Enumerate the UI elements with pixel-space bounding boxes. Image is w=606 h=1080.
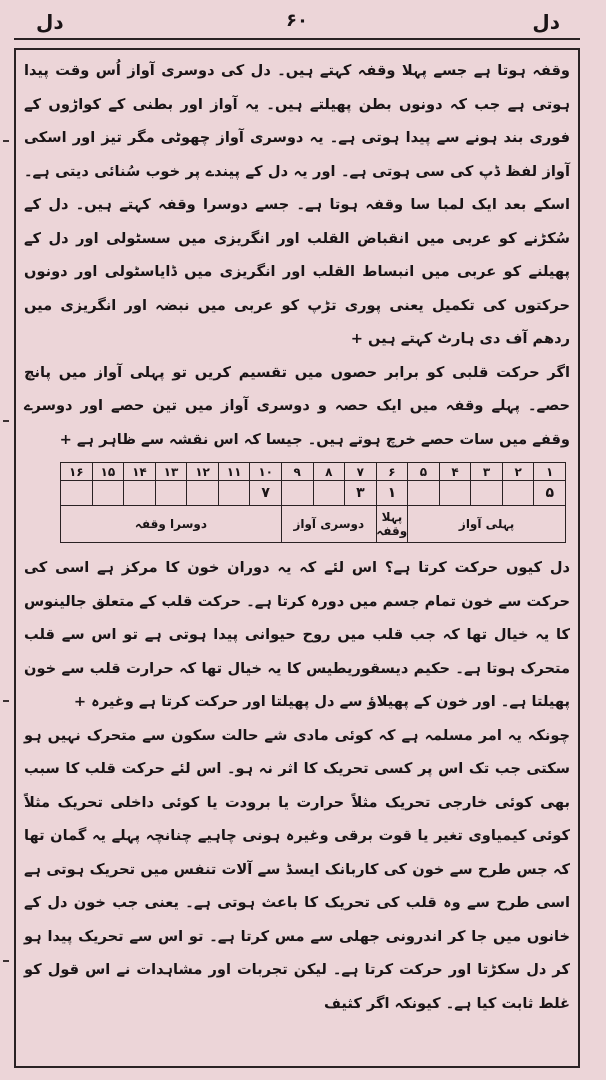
value-cell: [471, 481, 503, 506]
column-number: ۱۰: [250, 463, 282, 481]
column-number: ۴: [439, 463, 471, 481]
value-cell: [408, 481, 440, 506]
text-block-top: [24, 54, 570, 456]
phase-label: پہلی آواز: [408, 506, 566, 543]
page-header: [14, 6, 580, 42]
heartbeat-diagram: [60, 462, 566, 543]
text-block-bottom: [24, 551, 570, 1020]
column-number: ۱۵: [92, 463, 124, 481]
paragraph: دل کیوں حرکت کرتا ہے؟ اس لئے کہ یہ دوران خون کا مرکز ہے اسی کی حرکت سے خون تمام جسم میں دورہ کرتا ہے۔ حرکت قلب کے متعلق جالینوس کا یہ خیال تھا کہ جب قلب میں روح حیوانی پیدا ہوتی ہے تو اس سے قلب متحرک ہوتا ہے۔ حکیم دیسقوریطیس کا یہ خیال تھا کہ حرارت قلب سے خون پھیلتا ہے۔ اور خون کے پھیلاؤ سے دل پھیلتا اور حرکت کرتا ہے وغیرہ +: [24, 559, 570, 710]
value-cell: ۵: [534, 481, 566, 506]
margin-mark: [3, 960, 9, 962]
value-cell: [281, 481, 313, 506]
page-number: ۶۰: [286, 10, 308, 31]
running-title-right: دل: [532, 10, 560, 34]
phase-label: دوسری آواز: [281, 506, 376, 543]
column-number: ۱۴: [124, 463, 156, 481]
value-cell: [92, 481, 124, 506]
column-number: ۱: [534, 463, 566, 481]
header-rule: [14, 38, 580, 40]
column-number: ۹: [281, 463, 313, 481]
column-number: ۷: [345, 463, 377, 481]
page-body: [24, 54, 570, 1020]
column-number: ۶: [376, 463, 408, 481]
column-number: ۱۱: [218, 463, 250, 481]
column-number: ۵: [408, 463, 440, 481]
column-number: ۳: [471, 463, 503, 481]
phase-label: پہلا وقفہ: [376, 506, 408, 543]
running-title-left: دل: [36, 10, 64, 34]
paragraph: وقفہ ہوتا ہے جسے پہلا وقفہ کہتے ہیں۔ دل کی دوسری آواز اُس وقت پیدا ہوتی ہے جب کہ دونوں بطن پھیلتے ہیں۔ یہ آواز اور بطنی کے کواڑوں کے فوری بند ہونے سے پیدا ہوتی ہے۔ یہ دوسری آواز چھوٹی مگر تیز اور اسکی آواز لفظ ڈپ کی سی ہوتی ہے۔ اور یہ دل کے پیندے پر خوب سُنائی دیتی ہے۔ اسکے بعد ایک لمبا سا وقفہ ہوتا ہے۔ جسے دوسرا وقفہ کہتے ہیں۔ دل کے سُکڑنے کو عربی میں انقباض القلب اور انگریزی میں سسٹولی اور دل کے پھیلنے کو عربی میں انبساط القلب اور انگریزی میں ڈایاسٹولی اور دونوں حرکتوں کی تکمیل یعنی پوری تڑپ کو عربی میں نبضہ اور انگریزی میں ردھم آف دی ہارٹ کہتے ہیں +: [24, 62, 570, 347]
column-number: ۸: [313, 463, 345, 481]
value-cell: [61, 481, 93, 506]
column-number: ۱۳: [155, 463, 187, 481]
value-cell: [124, 481, 156, 506]
margin-mark: [3, 420, 9, 422]
number-row: [61, 463, 566, 481]
value-cell: [313, 481, 345, 506]
column-number: ۲: [502, 463, 534, 481]
label-row: [61, 506, 566, 543]
value-row: [61, 481, 566, 506]
value-cell: [502, 481, 534, 506]
margin-mark: [3, 700, 9, 702]
value-cell: [187, 481, 219, 506]
paragraph: چونکہ یہ امر مسلمہ ہے کہ کوئی مادی شے حالت سکون سے متحرک نہیں ہو سکتی جب تک اس پر کسی تحریک کا اثر نہ ہو۔ اس لئے حرکت قلب کا سبب بھی کوئی خارجی تحریک مثلاً حرارت یا برودت یا کوئی داخلی تحریک مثلاً کوئی کیمیاوی تغیر یا قوت برقی وغیرہ ہونی چاہیے چنانچہ پہلے یہ گمان تھا کہ جس طرح سے خون کی کاربانک ایسڈ سے آلات تنفس میں تحریک ہوتی ہے اسی طرح سے وہ قلب کی تحریک کا باعث ہوتی ہے۔ یعنی جب خون دل کے خانوں میں جا کر اندرونی جھلی سے مس کرتا ہے۔ تو اس سے تحریک پیدا ہو کر دل سکڑتا اور حرکت کرتا ہے۔ لیکن تجربات اور مشاہدات نے اس قول کو غلط ثابت کیا ہے۔ کیونکہ اگر کثیف: [24, 726, 570, 1012]
paragraph: اگر حرکت قلبی کو برابر حصوں میں تقسیم کریں تو پہلی آواز میں پانچ حصے۔ پہلے وقفہ میں ایک حصہ و دوسری آواز میں تین حصے اور دوسرے وقفے میں سات حصے خرچ ہوتے ہیں۔ جیسا کہ اس نقشہ سے ظاہر ہے +: [24, 363, 570, 448]
phase-label: دوسرا وقفہ: [61, 506, 282, 543]
margin-mark: [3, 140, 9, 142]
value-cell: [155, 481, 187, 506]
value-cell: [218, 481, 250, 506]
heartbeat-table: [60, 462, 566, 543]
value-cell: [439, 481, 471, 506]
column-number: ۱۶: [61, 463, 93, 481]
value-cell: ۱: [376, 481, 408, 506]
value-cell: ۳: [345, 481, 377, 506]
column-number: ۱۲: [187, 463, 219, 481]
value-cell: ۷: [250, 481, 282, 506]
